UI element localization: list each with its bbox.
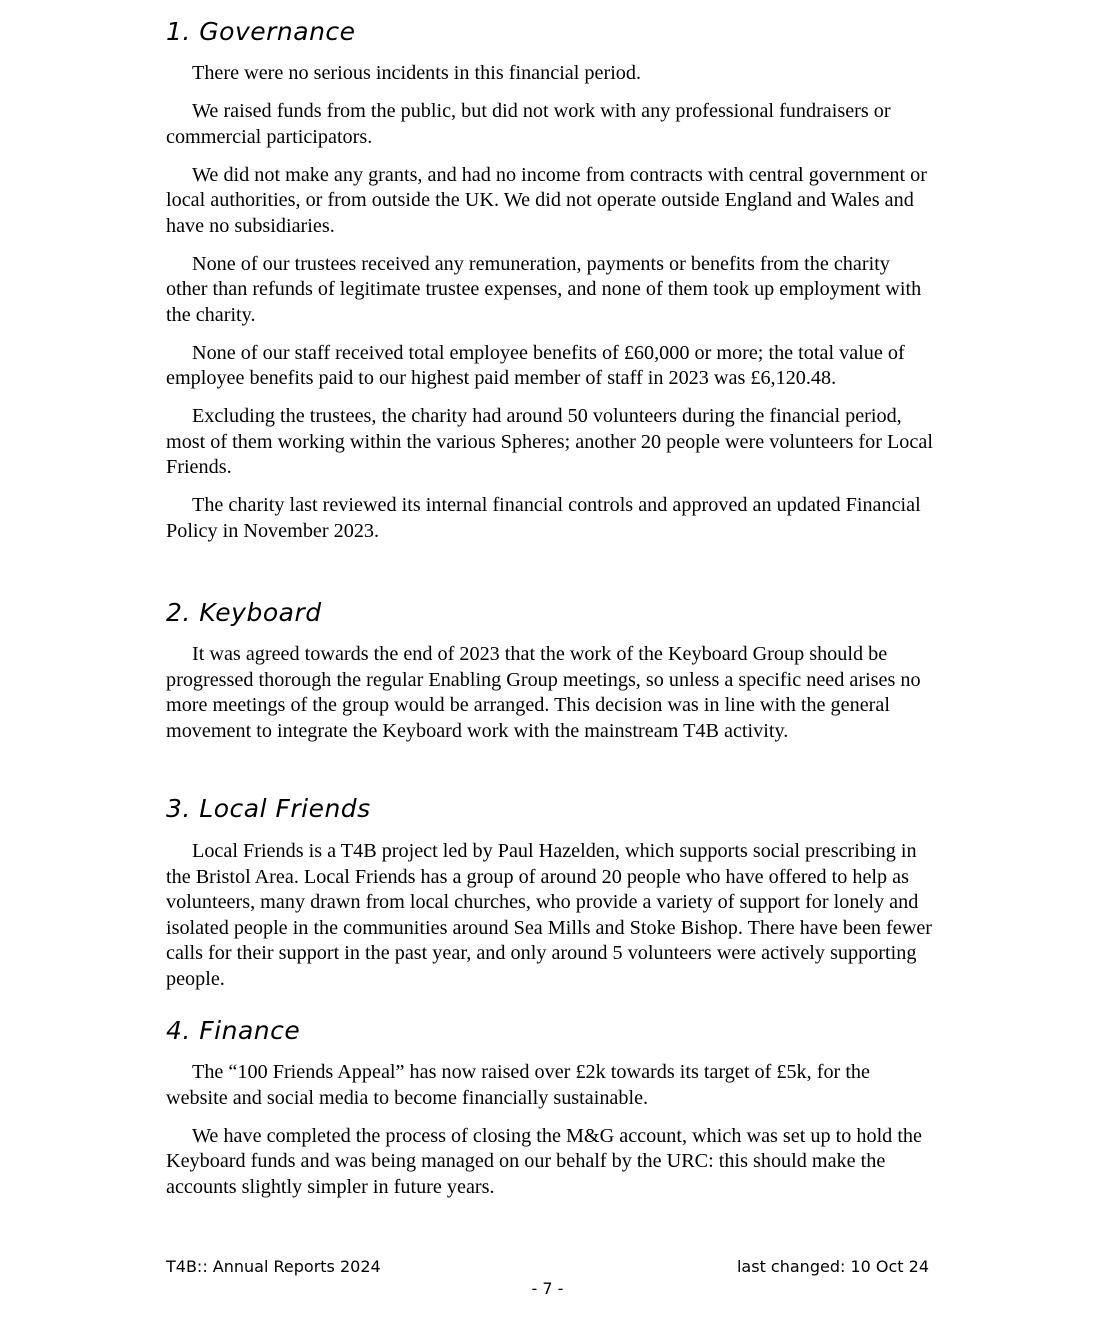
paragraph: None of our trustees received any remuneration, payments or benefits from the charity other than refunds of legitimate trustee expenses, and none of them took up employment with the charity. bbox=[166, 252, 922, 326]
section-body-governance bbox=[166, 61, 936, 544]
paragraph: It was agreed towards the end of 2023 that the work of the Keyboard Group should be progressed thorough the regular Enabling Group meetings, so unless a specific need arises no more meetings of the group would be arranged. This decision was in line with the general movement to integrate the Keyboard work with the mainstream T4B activity. bbox=[166, 643, 921, 742]
paragraph: There were no serious incidents in this financial period. bbox=[192, 62, 642, 84]
section-title-finance: 4. Finance bbox=[166, 1016, 301, 1045]
section-body-local-friends bbox=[166, 839, 936, 992]
section-body-keyboard bbox=[166, 642, 936, 744]
paragraph: Local Friends is a T4B project led by Paul Hazelden, which supports social prescribing in the Bristol Area. Local Friends has a group of around 20 people who have offered to help as volunteers, many drawn from local churches, who provide a variety of support for lonely and isolated people in the communities around Sea Mills and Stoke Bishop. There have been fewer calls for their support in the past year, and only around 5 volunteers were actively supporting people. bbox=[166, 840, 933, 990]
section-body-finance bbox=[166, 1060, 936, 1200]
paragraph: Excluding the trustees, the charity had around 50 volunteers during the financial period, most of them working within the various Spheres; another 20 people were volunteers for Local Friends. bbox=[166, 405, 933, 478]
paragraph: We raised funds from the public, but did not work with any professional fundraisers or commercial participators. bbox=[166, 100, 891, 148]
paragraph: We did not make any grants, and had no income from contracts with central government or local authorities, or from outside the UK. We did not operate outside England and Wales and have no subsidiaries. bbox=[166, 163, 927, 237]
paragraph: We have completed the process of closing the M&G account, which was set up to hold the Keyboard funds and was being managed on our behalf by the URC: this should make the accounts slightly simpler in future years. bbox=[166, 1124, 922, 1198]
section-title-governance: 1. Governance bbox=[166, 17, 356, 46]
paragraph: None of our staff received total employee benefits of £60,000 or more; the total value of employee benefits paid to our highest paid member of staff in 2023 was £6,120.48. bbox=[166, 341, 905, 389]
section-title-local-friends: 3. Local Friends bbox=[166, 794, 371, 823]
paragraph: The “100 Friends Appeal” has now raised over £2k towards its target of £5k, for the website and social media to become financially sustainable. bbox=[166, 1061, 870, 1109]
section-title-keyboard: 2. Keyboard bbox=[166, 598, 322, 627]
paragraph: The charity last reviewed its internal financial controls and approved an updated Financial Policy in November 2023. bbox=[166, 494, 921, 542]
footer-last-changed: last changed: 10 Oct 24 bbox=[736, 1257, 929, 1276]
footer-document-title: T4B:: Annual Reports 2024 bbox=[166, 1257, 381, 1276]
page-number: - 7 - bbox=[531, 1279, 564, 1298]
